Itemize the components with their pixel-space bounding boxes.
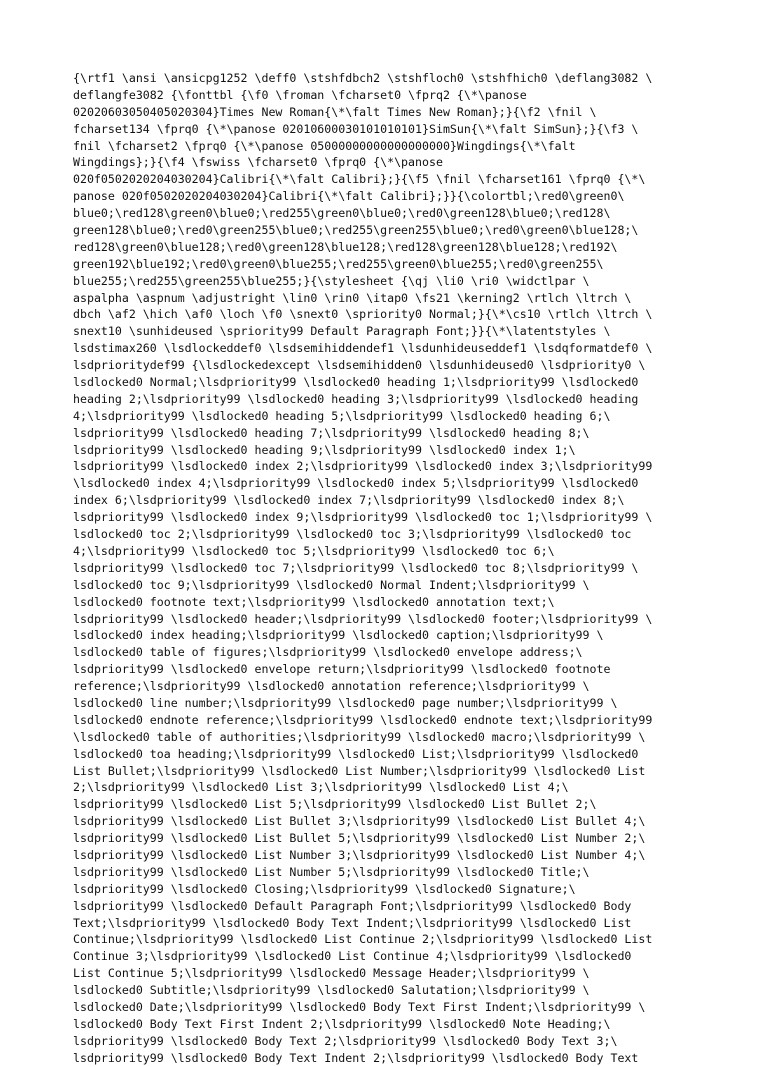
text-line: lsdstimax260 \lsdlockeddef0 \lsdsemihiddendef1 \lsdunhideuseddef1 \lsdqformatdef0 \	[73, 341, 653, 356]
text-line: lsdpriority99 \lsdlocked0 heading 7;\lsdpriority99 \lsdlocked0 heading 8;\	[73, 425, 590, 440]
text-line: lsdlocked0 toc 9;\lsdpriority99 \lsdlocked0 Normal Indent;\lsdpriority99 \	[73, 577, 590, 592]
text-line: Text;\lsdpriority99 \lsdlocked0 Body Text Indent;\lsdpriority99 \lsdlocked0 List	[73, 915, 632, 930]
text-line: List Bullet;\lsdpriority99 \lsdlocked0 List Number;\lsdpriority99 \lsdlocked0 List	[73, 763, 646, 778]
text-line: lsdlocked0 footnote text;\lsdpriority99 \lsdlocked0 annotation text;\	[73, 594, 555, 609]
text-line: \lsdlocked0 table of authorities;\lsdpriority99 \lsdlocked0 macro;\lsdpriority99 \	[73, 729, 646, 744]
text-line: lsdpriority99 \lsdlocked0 List Bullet 3;\lsdpriority99 \lsdlocked0 List Bullet 4;\	[73, 814, 646, 829]
text-line: lsdlocked0 index heading;\lsdpriority99 \lsdlocked0 caption;\lsdpriority99 \	[73, 628, 604, 643]
text-line: 4;\lsdpriority99 \lsdlocked0 heading 5;\lsdpriority99 \lsdlocked0 heading 6;\	[73, 408, 611, 423]
text-line: Continue;\lsdpriority99 \lsdlocked0 List Continue 2;\lsdpriority99 \lsdlocked0 List	[73, 932, 653, 947]
text-line: lsdlocked0 endnote reference;\lsdpriority99 \lsdlocked0 endnote text;\lsdpriority99	[73, 712, 653, 727]
text-line: lsdpriority99 \lsdlocked0 Default Paragraph Font;\lsdpriority99 \lsdlocked0 Body	[73, 898, 632, 913]
text-line: lsdlocked0 Normal;\lsdpriority99 \lsdlocked0 heading 1;\lsdpriority99 \lsdlocked0	[73, 375, 639, 390]
text-line: snext10 \sunhideused \spriority99 Default Paragraph Font;}}{\*\latentstyles \	[73, 324, 611, 339]
text-line: lsdpriority99 \lsdlocked0 heading 9;\lsdpriority99 \lsdlocked0 index 1;\	[73, 442, 576, 457]
text-line: red128\green0\blue128;\red0\green128\blue128;\red128\green128\blue128;\red192\	[73, 239, 618, 254]
text-line: 020f0502020204030204}Calibri{\*\falt Calibri};}{\f5 \fnil \fcharset161 \fprq0 {\*\	[73, 172, 646, 187]
text-line: lsdpriority99 \lsdlocked0 toc 7;\lsdpriority99 \lsdlocked0 toc 8;\lsdpriority99 \	[73, 560, 639, 575]
text-line: lsdlocked0 toc 2;\lsdpriority99 \lsdlocked0 toc 3;\lsdpriority99 \lsdlocked0 toc	[73, 527, 632, 542]
text-line: lsdpriority99 \lsdlocked0 Body Text Indent 2;\lsdpriority99 \lsdlocked0 Body Text	[73, 1050, 639, 1065]
text-line: green128\blue0;\red0\green255\blue0;\red255\green255\blue0;\red0\green0\blue128;\	[73, 223, 639, 238]
text-line: \lsdlocked0 index 4;\lsdpriority99 \lsdlocked0 index 5;\lsdpriority99 \lsdlocked0	[73, 476, 639, 491]
text-line: aspalpha \aspnum \adjustright \lin0 \rin0 \itap0 \fs21 \kerning2 \rtlch \ltrch \	[73, 290, 632, 305]
text-line: panose 020f0502020204030204}Calibri{\*\falt Calibri};}}{\colortbl;\red0\green0\	[73, 189, 625, 204]
text-line: Continue 3;\lsdpriority99 \lsdlocked0 List Continue 4;\lsdpriority99 \lsdlocked0	[73, 949, 632, 964]
text-line: lsdpriority99 \lsdlocked0 List Number 5;\lsdpriority99 \lsdlocked0 Title;\	[73, 864, 590, 879]
text-line: lsdlocked0 toa heading;\lsdpriority99 \lsdlocked0 List;\lsdpriority99 \lsdlocked0	[73, 746, 639, 761]
text-line: lsdpriority99 \lsdlocked0 Body Text 2;\lsdpriority99 \lsdlocked0 Body Text 3;\	[73, 1033, 618, 1048]
text-line: 02020603050405020304}Times New Roman{\*\falt Times New Roman};}{\f2 \fnil \	[73, 104, 597, 119]
text-line: blue0;\red128\green0\blue0;\red255\green0\blue0;\red0\green128\blue0;\red128\	[73, 206, 611, 221]
text-line: List Continue 5;\lsdpriority99 \lsdlocked0 Message Header;\lsdpriority99 \	[73, 966, 590, 981]
text-line: fnil \fcharset2 \fprq0 {\*\panose 05000000000000000000}Wingdings{\*\falt	[73, 138, 576, 153]
text-line: deflangfe3082 {\fonttbl {\f0 \froman \fcharset0 \fprq2 {\*\panose	[73, 87, 527, 102]
text-line: lsdpriority99 \lsdlocked0 List Number 3;\lsdpriority99 \lsdlocked0 List Number 4;\	[73, 847, 646, 862]
text-line: lsdpriority99 \lsdlocked0 header;\lsdpriority99 \lsdlocked0 footer;\lsdpriority99 \	[73, 611, 653, 626]
text-line: lsdpriority99 \lsdlocked0 index 9;\lsdpriority99 \lsdlocked0 toc 1;\lsdpriority99 \	[73, 510, 653, 525]
text-line: blue255;\red255\green255\blue255;}{\stylesheet {\qj \li0 \ri0 \widctlpar \	[73, 273, 590, 288]
text-line: lsdpriority99 \lsdlocked0 Closing;\lsdpriority99 \lsdlocked0 Signature;\	[73, 881, 576, 896]
text-line: {\rtf1 \ansi \ansicpg1252 \deff0 \stshfdbch2 \stshfloch0 \stshfhich0 \deflang3082 \	[73, 71, 653, 85]
text-line: lsdpriority99 \lsdlocked0 envelope return;\lsdpriority99 \lsdlocked0 footnote	[73, 662, 611, 677]
text-line: reference;\lsdpriority99 \lsdlocked0 annotation reference;\lsdpriority99 \	[73, 679, 590, 694]
text-line: index 6;\lsdpriority99 \lsdlocked0 index 7;\lsdpriority99 \lsdlocked0 index 8;\	[73, 493, 625, 508]
text-line: green192\blue192;\red0\green0\blue255;\red255\green0\blue255;\red0\green255\	[73, 256, 604, 271]
text-line: lsdpriority99 \lsdlocked0 List 5;\lsdpriority99 \lsdlocked0 List Bullet 2;\	[73, 797, 597, 812]
text-line: heading 2;\lsdpriority99 \lsdlocked0 heading 3;\lsdpriority99 \lsdlocked0 heading	[73, 391, 639, 406]
text-line: lsdlocked0 Body Text First Indent 2;\lsdpriority99 \lsdlocked0 Note Heading;\	[73, 1016, 611, 1031]
text-line: lsdprioritydef99 {\lsdlockedexcept \lsdsemihidden0 \lsdunhideused0 \lsdpriority0 \	[73, 358, 646, 373]
text-line: lsdpriority99 \lsdlocked0 index 2;\lsdpriority99 \lsdlocked0 index 3;\lsdpriority99	[73, 459, 653, 474]
text-line: lsdlocked0 line number;\lsdpriority99 \lsdlocked0 page number;\lsdpriority99 \	[73, 695, 618, 710]
text-line: dbch \af2 \hich \af0 \loch \f0 \snext0 \spriority0 Normal;}{\*\cs10 \rtlch \ltrch \	[73, 307, 653, 322]
text-line: Wingdings};}{\f4 \fswiss \fcharset0 \fprq0 {\*\panose	[73, 155, 443, 170]
text-line: lsdpriority99 \lsdlocked0 List Bullet 5;\lsdpriority99 \lsdlocked0 List Number 2;\	[73, 831, 646, 846]
text-line: 4;\lsdpriority99 \lsdlocked0 toc 5;\lsdpriority99 \lsdlocked0 toc 6;\	[73, 543, 555, 558]
text-line: lsdlocked0 Date;\lsdpriority99 \lsdlocked0 Body Text First Indent;\lsdpriority99 \	[73, 999, 646, 1014]
rtf-source-text	[73, 70, 713, 1067]
text-line: 2;\lsdpriority99 \lsdlocked0 List 3;\lsdpriority99 \lsdlocked0 List 4;\	[73, 780, 569, 795]
text-line: lsdlocked0 Subtitle;\lsdpriority99 \lsdlocked0 Salutation;\lsdpriority99 \	[73, 983, 590, 998]
text-line: lsdlocked0 table of figures;\lsdpriority99 \lsdlocked0 envelope address;\	[73, 645, 583, 660]
text-line: fcharset134 \fprq0 {\*\panose 02010600030101010101}SimSun{\*\falt SimSun};}{\f3 \	[73, 121, 639, 136]
